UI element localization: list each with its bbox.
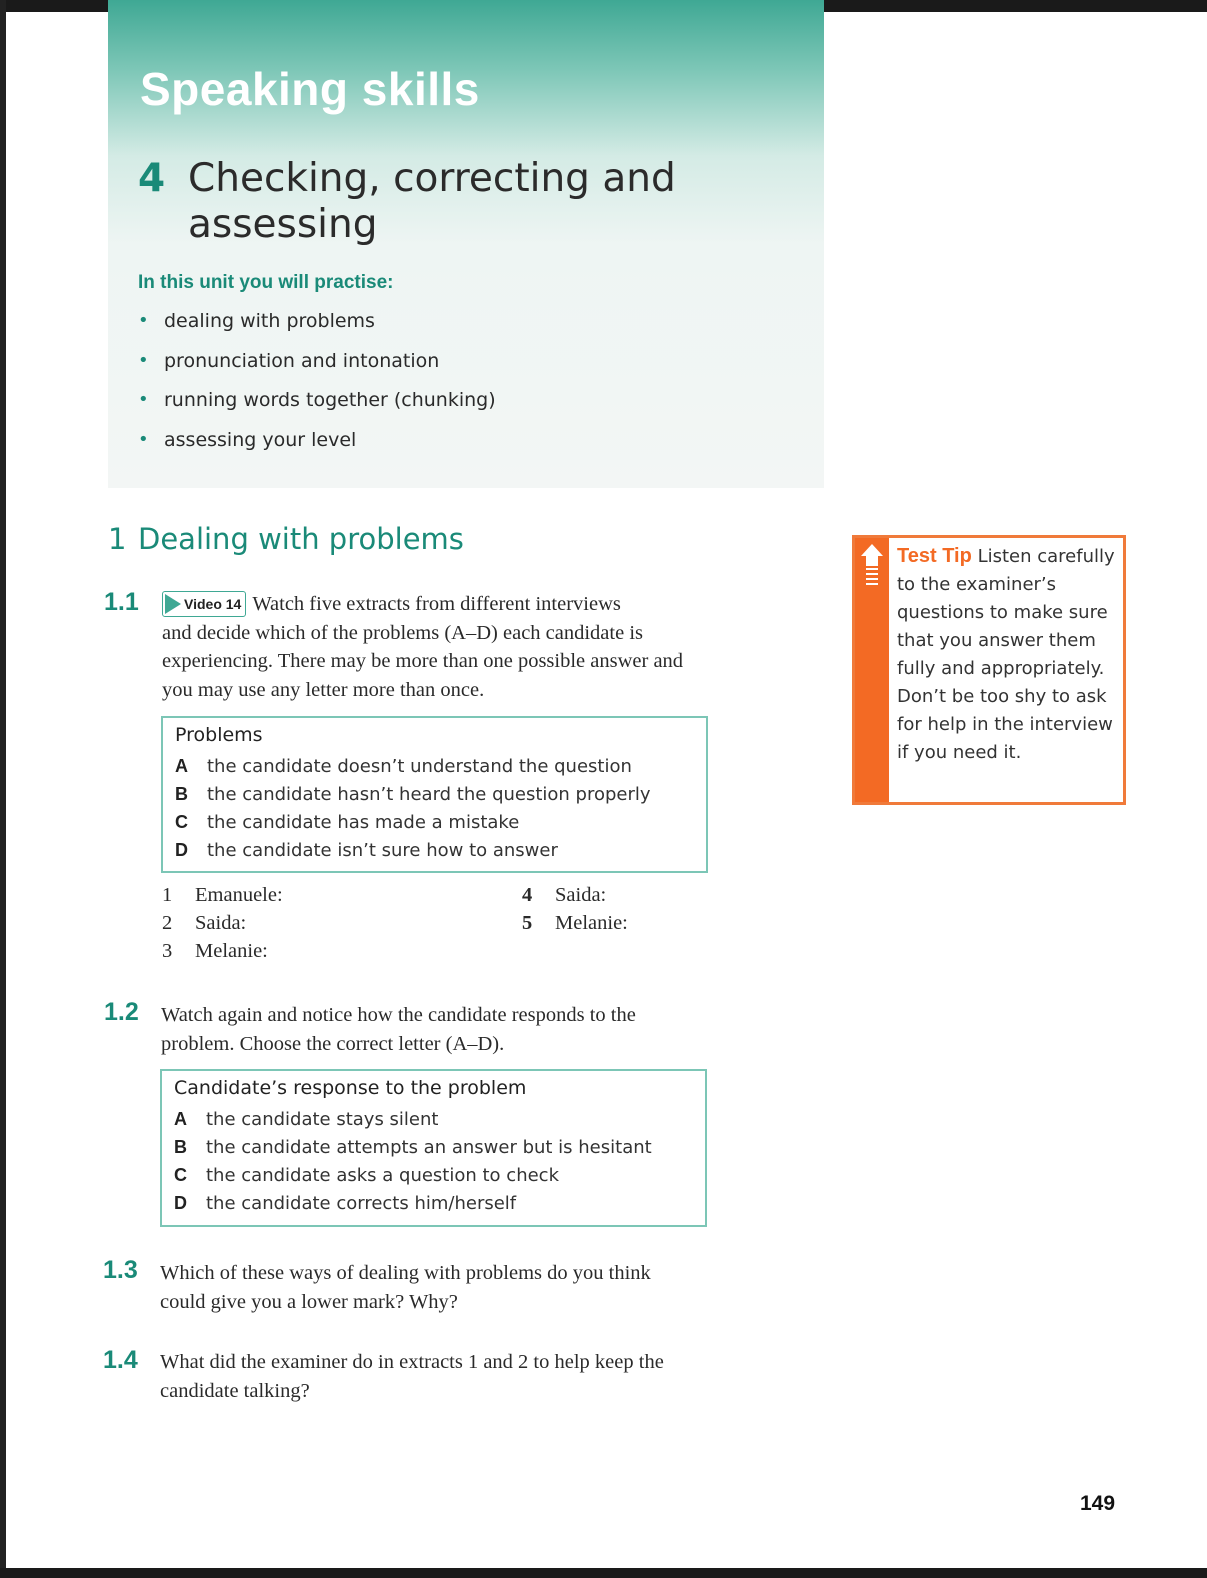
exercise-1-1-line1-row <box>162 590 812 619</box>
option-letter: D <box>175 840 188 860</box>
problem-item <box>175 837 694 865</box>
candidate-name: Saida: <box>195 912 247 934</box>
exercise-number-1-1: 1.1 <box>104 588 139 616</box>
problem-item <box>175 809 694 837</box>
unit-number: 4 <box>138 156 166 201</box>
exercise-number-1-3: 1.3 <box>103 1256 138 1284</box>
option-text: the candidate stays silent <box>206 1109 439 1130</box>
answer-number: 1 <box>162 884 173 906</box>
problem-item <box>175 781 694 809</box>
problems-box <box>161 716 708 873</box>
option-text: the candidate hasn’t heard the question properly <box>207 784 651 805</box>
bullet-icon: • <box>138 389 149 410</box>
exercise-1-1-line3: experiencing. There may be more than one possible answer and <box>162 650 684 672</box>
list-item-text: pronunciation and intonation <box>164 349 440 372</box>
option-text: the candidate has made a mistake <box>207 812 520 833</box>
exercise-1-2-text <box>161 1001 811 1058</box>
exercise-1-4-line1: What did the examiner do in extracts 1 and 2 to help keep the <box>160 1351 664 1373</box>
answer-number: 5 <box>522 912 533 934</box>
problem-item <box>175 753 694 781</box>
candidate-name: Saida: <box>555 884 607 906</box>
bullet-icon: • <box>138 349 149 371</box>
arrow-stem <box>866 556 878 566</box>
answer-number: 2 <box>162 912 173 934</box>
exercise-1-3-line1: Which of these ways of dealing with problems do you think <box>160 1262 651 1284</box>
unit-title-line2: assessing <box>188 202 378 247</box>
answer-number: 4 <box>522 884 533 906</box>
answer-row <box>522 884 628 912</box>
exercise-1-2-line1: Watch again and notice how the candidate responds to the <box>161 1004 636 1026</box>
video-14-button[interactable] <box>162 591 246 617</box>
option-letter: A <box>174 1109 187 1129</box>
exercise-1-1-line4: you may use any letter more than once. <box>162 678 485 701</box>
answer-number: 3 <box>162 940 173 962</box>
option-letter: B <box>174 1137 187 1157</box>
option-letter: D <box>174 1193 187 1213</box>
unit-title-line1: Checking, correcting and <box>188 156 676 201</box>
list-item <box>138 310 496 350</box>
exercise-1-1-line2: and decide which of the problems (A–D) each candidate is <box>162 621 643 644</box>
exercise-1-1-text <box>162 590 812 704</box>
option-text: the candidate doesn’t understand the question <box>207 756 632 777</box>
section-number: 1 <box>108 522 127 556</box>
test-tip-sidebar <box>855 538 889 802</box>
lines-icon <box>866 568 878 588</box>
answer-row <box>162 884 283 912</box>
test-tip-text <box>897 542 1122 767</box>
play-icon <box>165 594 181 614</box>
scan-bottom-edge <box>0 1568 1207 1578</box>
list-item-text: dealing with problems <box>164 310 375 332</box>
exercise-1-3-line2: could give you a lower mark? Why? <box>160 1290 458 1313</box>
response-item <box>174 1162 693 1190</box>
option-letter: B <box>175 784 188 804</box>
up-arrow-icon <box>861 544 883 556</box>
response-item <box>174 1190 693 1218</box>
candidate-name: Melanie: <box>555 912 628 934</box>
exercise-1-2-line2: problem. Choose the correct letter (A–D). <box>161 1032 505 1055</box>
test-tip-box <box>852 535 1126 805</box>
option-letter: A <box>175 756 188 776</box>
list-item <box>138 389 496 429</box>
section-title: Speaking skills <box>140 63 480 115</box>
exercise-1-4-text <box>160 1348 810 1405</box>
practise-list <box>138 310 496 468</box>
option-text: the candidate attempts an answer but is hesitant <box>206 1137 652 1158</box>
section-heading <box>108 522 464 556</box>
exercise-number-1-2: 1.2 <box>104 998 139 1026</box>
answer-row <box>522 912 628 940</box>
option-text: the candidate isn’t sure how to answer <box>207 840 558 861</box>
exercise-1-4-line2: candidate talking? <box>160 1379 310 1402</box>
list-item <box>138 429 496 469</box>
unit-title <box>138 156 676 248</box>
test-tip-body: Listen carefully to the examiner’s questions to make sure that you answer them fully and appropriately. Don’t be too shy to ask for help in the interview if you need it. <box>897 546 1115 763</box>
response-item <box>174 1106 693 1134</box>
candidate-name: Melanie: <box>195 940 268 962</box>
option-letter: C <box>175 812 188 832</box>
response-item <box>174 1134 693 1162</box>
bullet-icon: • <box>138 428 149 450</box>
option-text: the candidate corrects him/herself <box>206 1193 517 1214</box>
page-number: 149 <box>1080 1492 1116 1515</box>
practise-label: In this unit you will practise: <box>138 272 394 293</box>
response-box-title: Candidate’s response to the problem <box>174 1077 527 1099</box>
exercise-1-3-text <box>160 1259 810 1316</box>
section-heading-text: Dealing with problems <box>138 522 464 556</box>
answer-row <box>162 940 283 968</box>
option-letter: C <box>174 1165 187 1185</box>
video-label: Video 14 <box>184 596 242 612</box>
scan-left-edge <box>0 0 6 1578</box>
answer-list-left <box>162 884 283 968</box>
exercise-number-1-4: 1.4 <box>103 1346 138 1374</box>
list-item-text: running words together (chunking) <box>164 389 496 411</box>
answer-list-right <box>522 884 628 940</box>
answer-row <box>162 912 283 940</box>
bullet-icon: • <box>138 310 149 331</box>
exercise-1-1-line1: Watch five extracts from different interviews <box>252 593 621 615</box>
list-item-text: assessing your level <box>164 428 357 451</box>
response-box <box>160 1069 707 1227</box>
problems-box-title: Problems <box>175 724 263 746</box>
list-item <box>138 350 496 390</box>
test-tip-label: Test Tip <box>897 545 972 567</box>
option-text: the candidate asks a question to check <box>206 1165 559 1186</box>
candidate-name: Emanuele: <box>195 884 283 906</box>
